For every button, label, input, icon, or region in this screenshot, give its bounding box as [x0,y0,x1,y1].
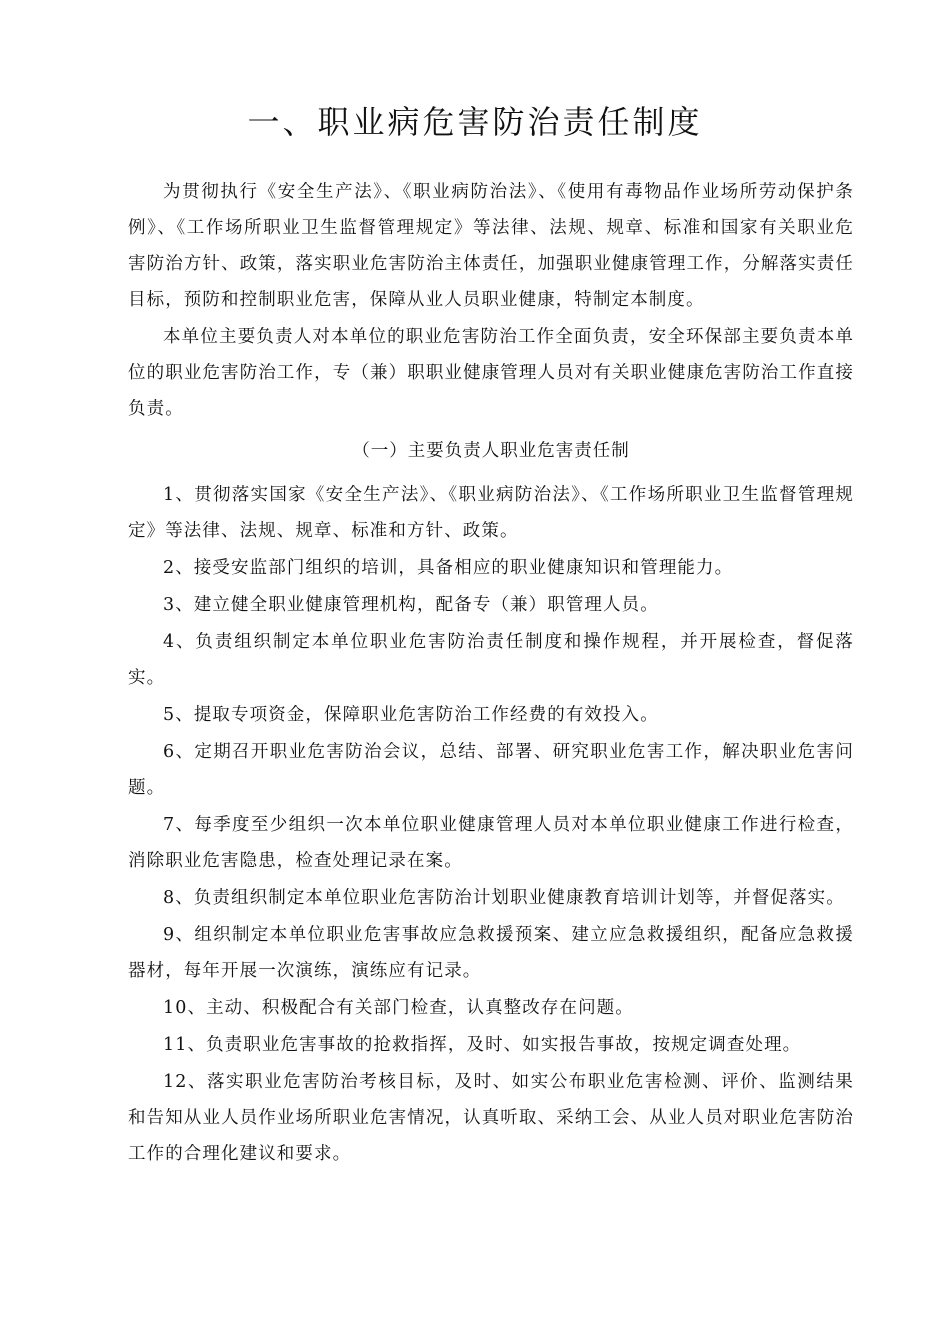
list-item: 11、负责职业危害事故的抢救指挥，及时、如实报告事故，按规定调查处理。 [163,1035,802,1055]
list-item: 3、建立健全职业健康管理机构，配备专（兼）职管理人员。 [163,595,659,615]
section-heading: （一）主要负责人职业危害责任制 [352,441,630,461]
list-item: 2、接受安监部门组织的培训，具备相应的职业健康知识和管理能力。 [163,558,734,578]
list-item: 12、落实职业危害防治考核目标，及时、如实公布职业危害检测、评价、监测结果和告知从业人员作业场所职业危害情况，认真听取、采纳工会、从业人员对职业危害防治工作的合理化建议和要求。 [128,1072,854,1164]
page-title: 一、职业病危害防治责任制度 [247,103,703,141]
list-item: 5、提取专项资金，保障职业危害防治工作经费的有效投入。 [163,705,659,725]
list-item: 6、定期召开职业危害防治会议，总结、部署、研究职业危害工作，解决职业危害问题。 [128,742,854,798]
intro-paragraph: 本单位主要负责人对本单位的职业危害防治工作全面负责，安全环保部主要负责本单位的职业危害防治工作，专（兼）职职业健康管理人员对有关职业健康危害防治工作直接负责。 [128,327,854,419]
document-body [128,174,854,1173]
list-item: 9、组织制定本单位职业危害事故应急救援预案、建立应急救援组织，配备应急救援器材，每年开展一次演练，演练应有记录。 [128,925,854,981]
list-item: 7、每季度至少组织一次本单位职业健康管理人员对本单位职业健康工作进行检查，消除职业危害隐患，检查处理记录在案。 [128,815,854,871]
list-item: 1、贯彻落实国家《安全生产法》、《职业病防治法》、《工作场所职业卫生监督管理规定》等法律、法规、规章、标准和方针、政策。 [128,485,854,541]
list-item: 4、负责组织制定本单位职业危害防治责任制度和操作规程，并开展检查，督促落实。 [128,632,854,688]
list-item: 10、主动、积极配合有关部门检查，认真整改存在问题。 [163,998,634,1018]
list-item: 8、负责组织制定本单位职业危害防治计划职业健康教育培训计划等，并督促落实。 [163,888,845,908]
intro-paragraph: 为贯彻执行《安全生产法》、《职业病防治法》、《使用有毒物品作业场所劳动保护条例》、《工作场所职业卫生监督管理规定》等法律、法规、规章、标准和国家有关职业危害防治方针、政策，落实职业危害防治主体责任，加强职业健康管理工作，分解落实责任目标，预防和控制职业危害，保障从业人员职业健康，特制定本制度。 [128,182,854,310]
